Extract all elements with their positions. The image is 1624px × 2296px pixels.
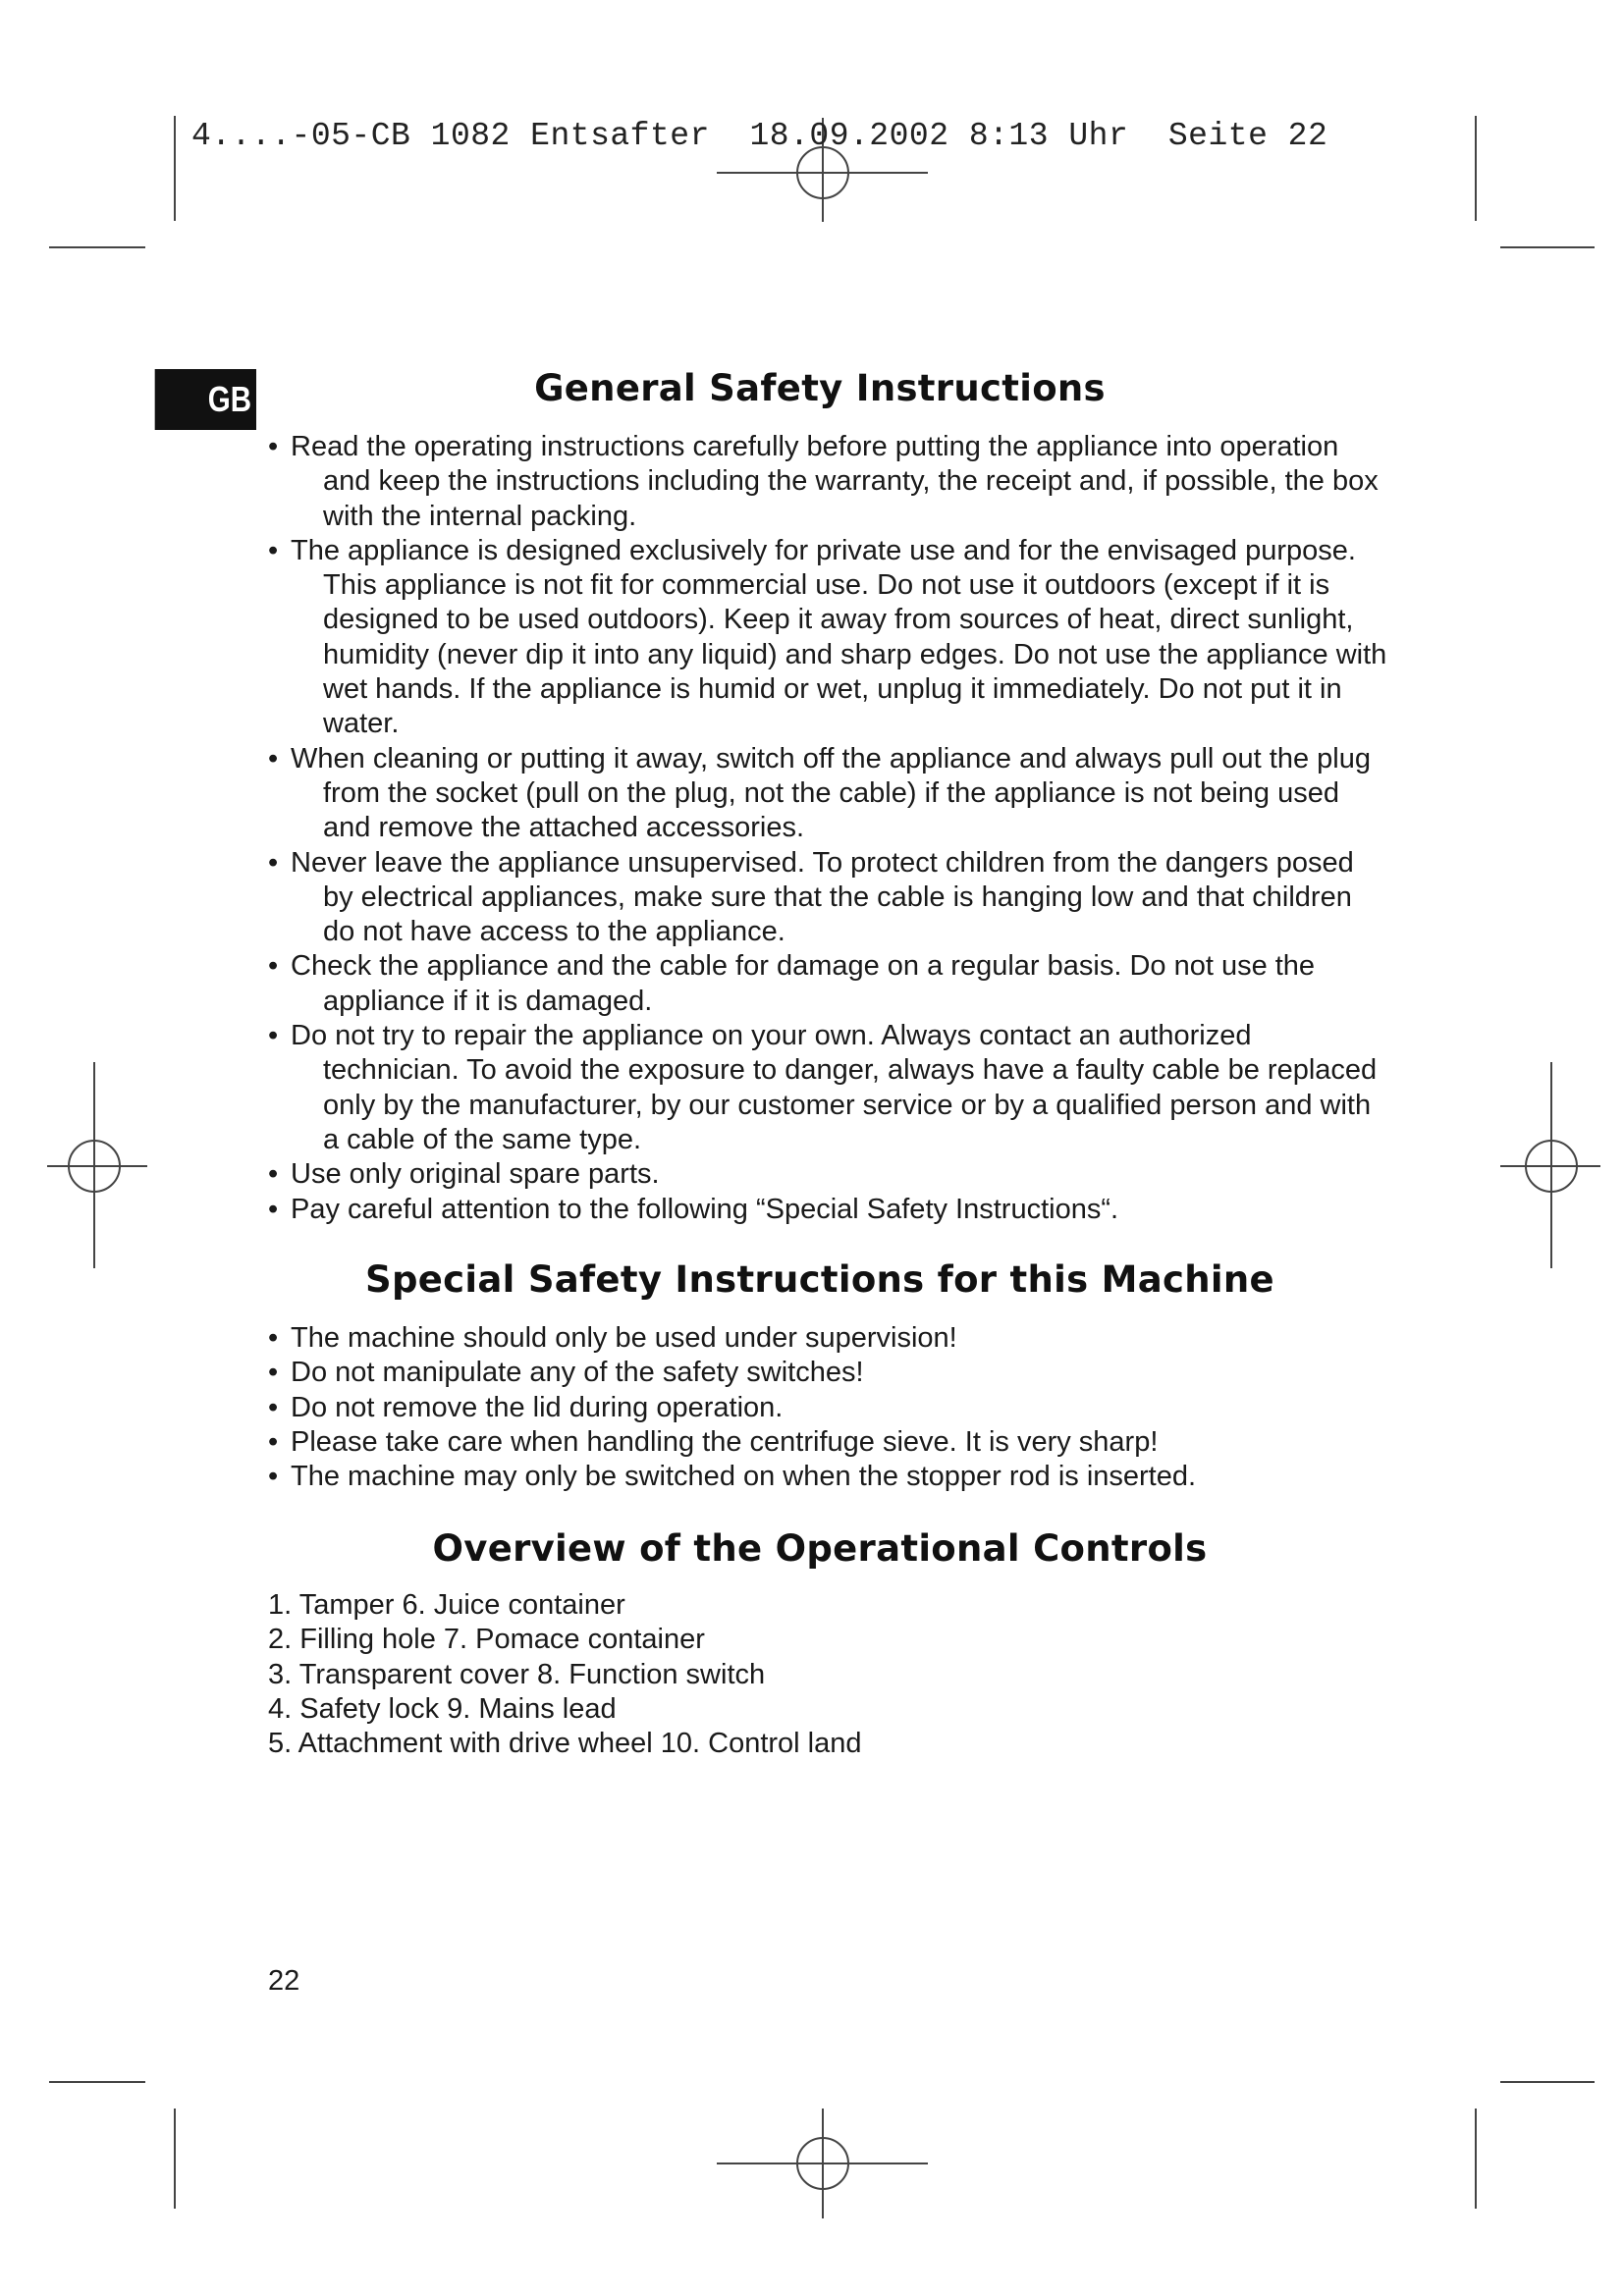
list-item: 5. Attachment with drive wheel 10. Control land — [268, 1728, 862, 1760]
page-number: 22 — [268, 1965, 300, 1997]
list-item: 4. Safety lock 9. Mains lead — [268, 1692, 617, 1725]
list-item: 1. Tamper 6. Juice container — [268, 1589, 625, 1621]
list-item: • Read the operating instructions carefully before putting the appliance into operation and keep the instructions including the warranty, the receipt and, if possible, the box with the internal packing. — [268, 431, 1379, 532]
list-item: • Pay careful attention to the following “Special Safety Instructions“. — [268, 1193, 1119, 1225]
registration-mark-right — [1500, 1062, 1600, 1268]
list-item: • When cleaning or putting it away, switch off the appliance and always pull out the plug from the socket (pull on the plug, not the cable) if the appliance is not being used and remove the attached accessories. — [268, 742, 1371, 844]
registration-mark-bottom — [717, 2109, 928, 2218]
print-slug-line: 4....-05-CB 1082 Entsafter 18.09.2002 8:13 Uhr Seite 22 — [191, 118, 1328, 154]
list-item: • Use only original spare parts. — [268, 1158, 660, 1191]
list-item: • Do not manipulate any of the safety switches! — [268, 1357, 864, 1389]
list-item: 2. Filling hole 7. Pomace container — [268, 1624, 705, 1656]
registration-mark-left — [47, 1062, 147, 1268]
list-item: • The machine should only be used under supervision! — [268, 1322, 957, 1354]
general-safety-heading: General Safety Instructions — [534, 367, 1106, 409]
list-item: • The appliance is designed exclusively for private use and for the envisaged purpose. This appliance is not fit for commercial use. Do not use it outdoors (except if it is designed to be used outdoors). Keep it away from sources of heat, direct sunlight, humidity (never dip it into any liquid) and sharp edges. Do not use the appliance with wet hands. If the appliance is humid or wet, unplug it immediately. Do not put it in water. — [268, 534, 1387, 740]
list-item: • Never leave the appliance unsupervised. To protect children from the dangers posed by electrical appliances, make sure that the cable is hanging low and that children do not have access to the appliance. — [268, 846, 1354, 948]
special-safety-heading: Special Safety Instructions for this Machine — [365, 1258, 1274, 1301]
list-item: • Please take care when handling the centrifuge sieve. It is very sharp! — [268, 1425, 1159, 1458]
general-safety-list — [268, 430, 1387, 1227]
overview-controls-heading: Overview of the Operational Controls — [432, 1527, 1208, 1570]
list-item: • Check the appliance and the cable for damage on a regular basis. Do not use the appliance if it is damaged. — [268, 950, 1316, 1017]
list-item: • Do not try to repair the appliance on your own. Always contact an authorized technician. To avoid the exposure to danger, always have a faulty cable be replaced only by the manufacturer, by our customer service or by a qualified person and with a cable of the same type. — [268, 1020, 1378, 1155]
operational-controls-list — [268, 1588, 1387, 1761]
special-safety-list — [268, 1321, 1387, 1494]
list-item: • Do not remove the lid during operation. — [268, 1391, 784, 1423]
list-item: 3. Transparent cover 8. Function switch — [268, 1658, 766, 1690]
language-tab: GB — [155, 369, 256, 430]
list-item: • The machine may only be switched on when the stopper rod is inserted. — [268, 1461, 1197, 1493]
